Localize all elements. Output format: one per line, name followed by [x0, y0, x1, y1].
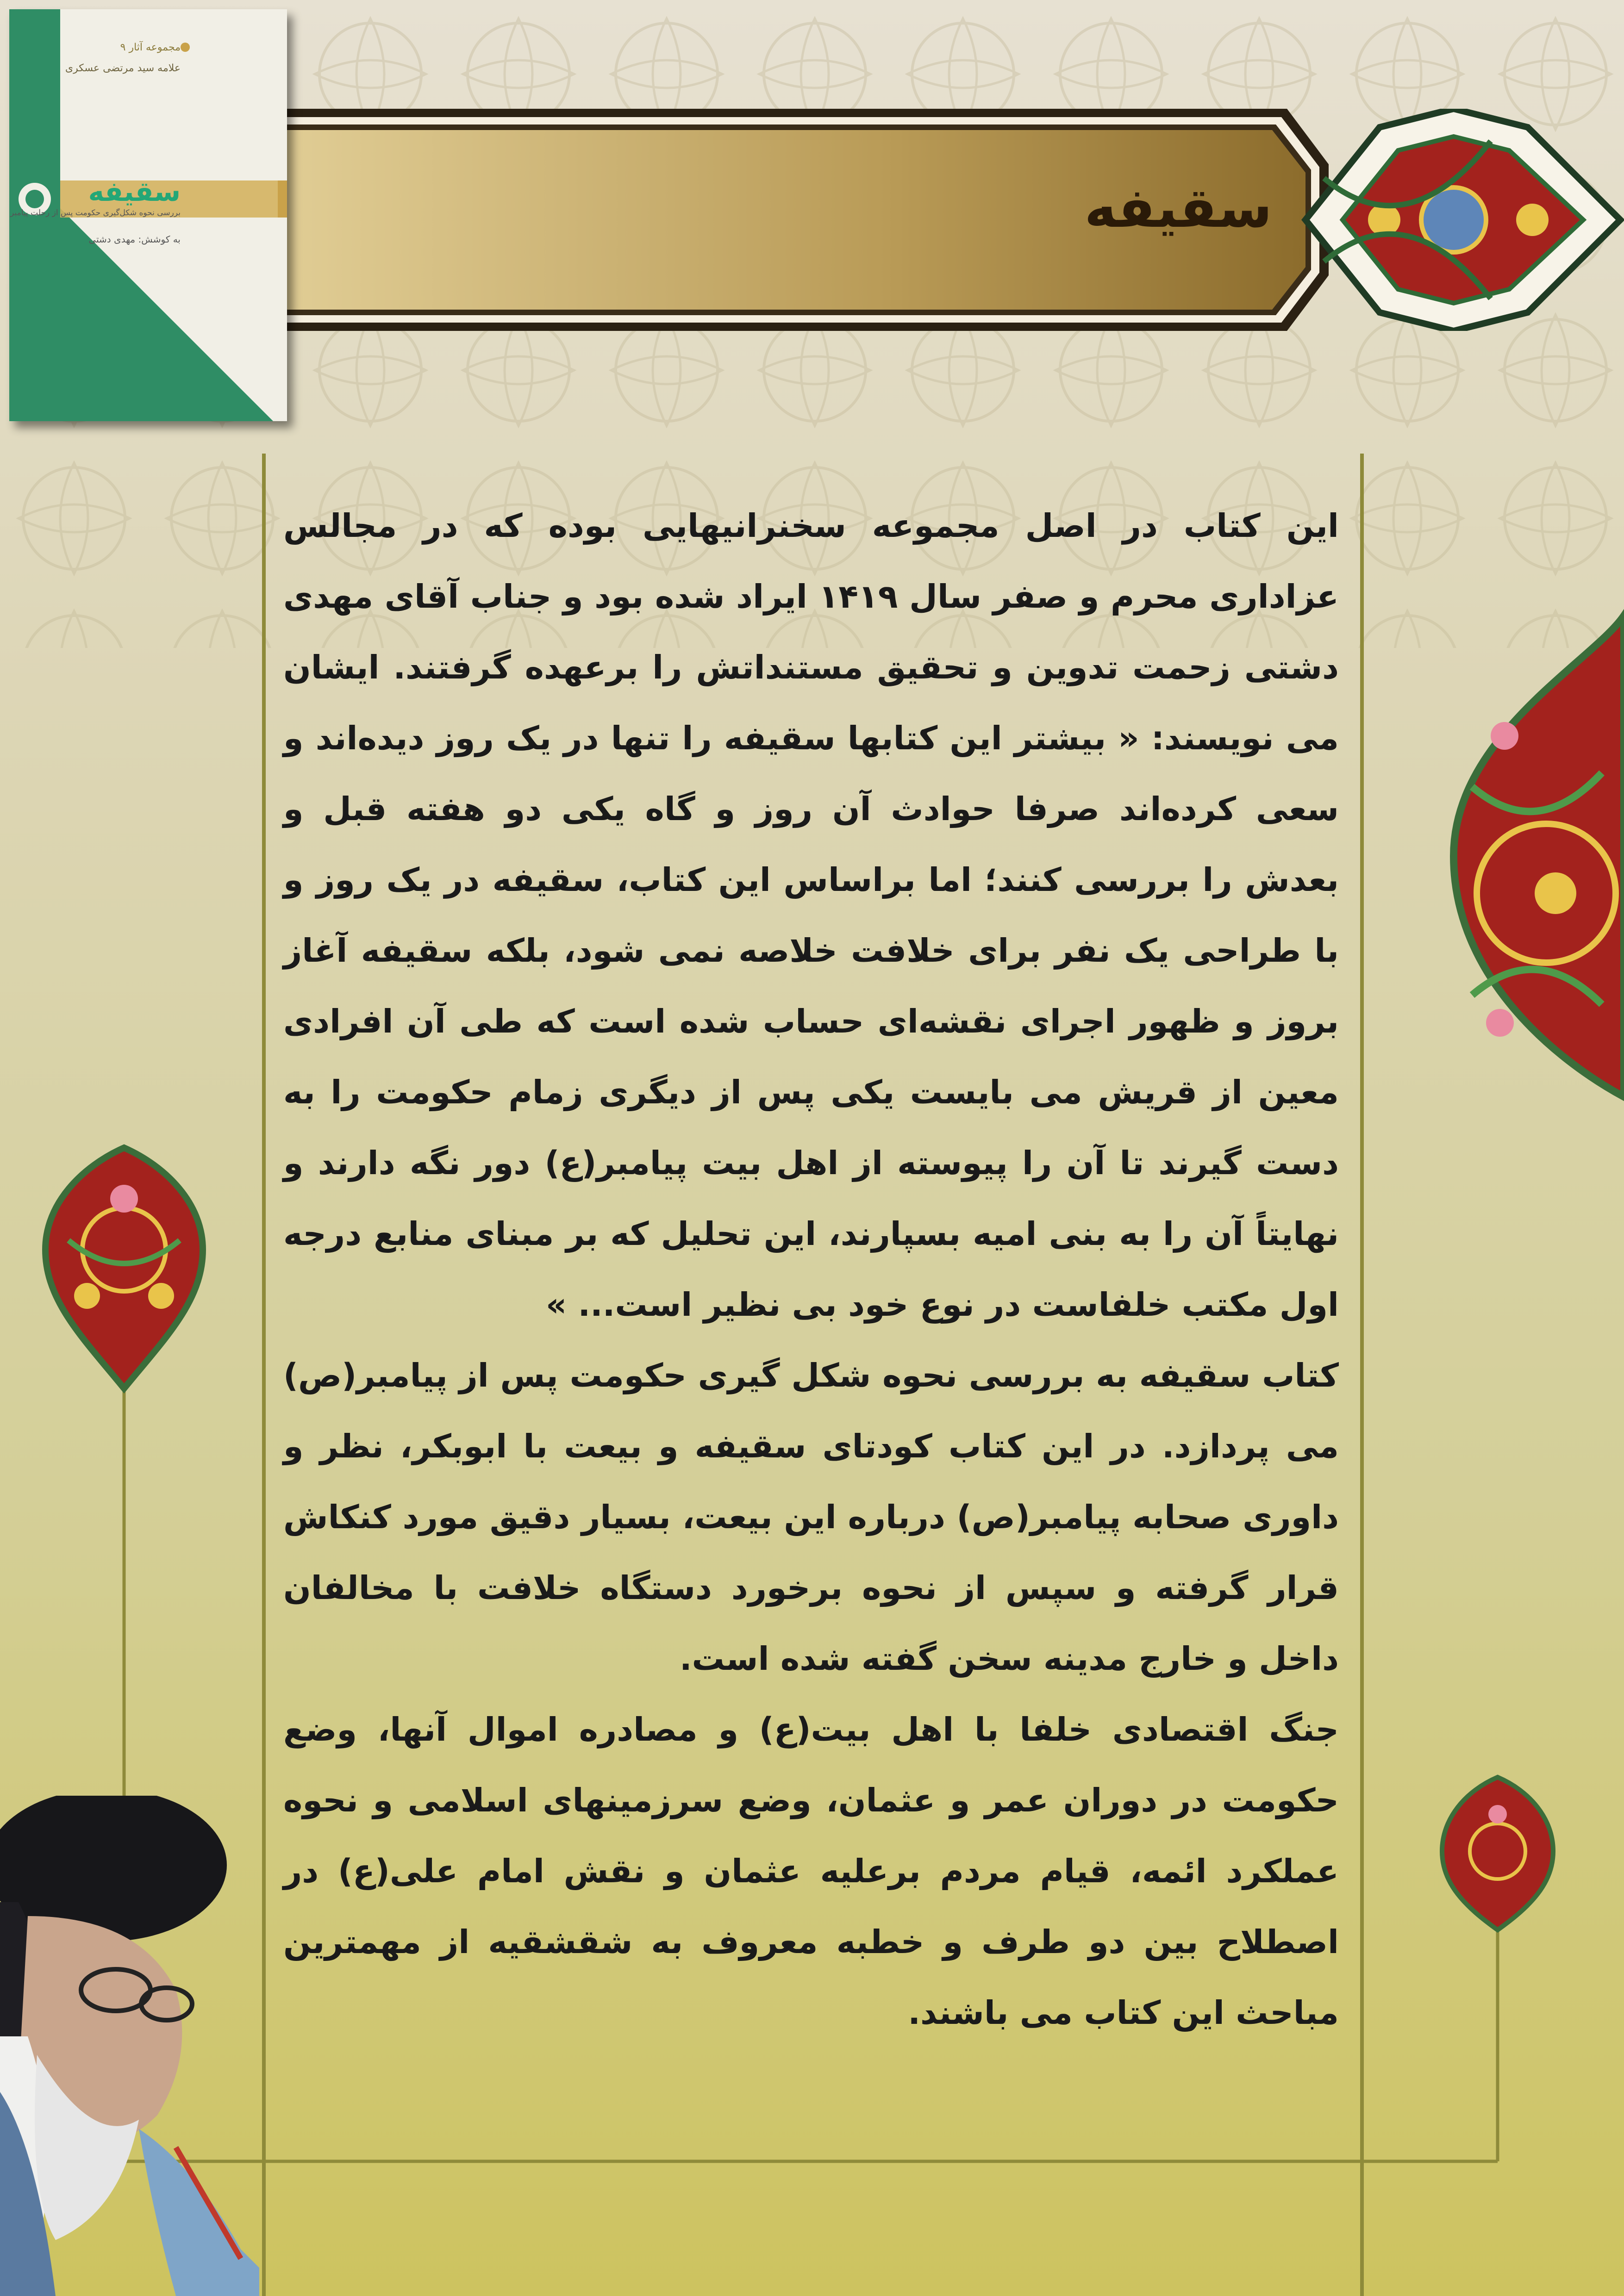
book-title: سقیفه [88, 176, 181, 207]
book-cover [9, 9, 287, 421]
right-small-floral-ornament [1442, 1777, 1553, 1930]
description-paragraph-2: کتاب سقیفه به بررسی نحوه شکل گیری حکومت پس از پیامبر(ص) می پردازد. در این کتاب کودتای سقیفه و بیعت با ابوبکر، نظر و داوری صحابه پیامبر(ص) درباره این بیعت، بسیار دقیق مورد کنکاش قرار گرفته و سپس از نحوه برخورد دستگاه خلافت با مخالفان داخل و خارج مدینه سخن گفته شده است. [283, 1356, 1339, 1678]
author-portrait [0, 1796, 259, 2296]
banner-knot-ornament [1305, 109, 1620, 331]
page-title: سقیفه [1084, 176, 1272, 240]
book-subtitle: بررسی نحوه شکل‌گیری حکومت پس از رحلت پیامبر [10, 208, 181, 218]
description-paragraph-3: جنگ اقتصادی خلفا با اهل بیت(ع) و مصادره اموال آنها، وضع حکومت در دوران عمر و عثمان، وضع سرزمینهای اسلامی و نحوه عملکرد ائمه، قیام مردم برعلیه عثمان و نقش امام علی(ع) در اصطلاح بین دو طرف و خطبه معروف به شقشقیه از مهمترین مباحث این کتاب می باشند. [283, 1711, 1339, 2032]
title-banner [259, 109, 1624, 331]
right-large-floral-ornament [1454, 616, 1624, 1097]
book-series-label: مجموعه آثار ۹ [120, 42, 181, 53]
description-paragraph-1: این کتاب در اصل مجموعه سخنرانیهایی بوده که در مجالس عزاداری محرم و صفر سال ۱۴۱۹ ایراد شده بود و جناب آقای مهدی دشتی زحمت تدوین و تحقیق مستنداتش را برعهده گرفتند. ایشان می نویسند: « بیشتر این کتابها سقیفه را تنها در یک روز دیده‌اند و سعی کرده‌اند صرفا حوادث آن روز و گاه یکی دو هفته قبل و بعدش را بررسی کنند؛ اما براساس این کتاب، سقیفه در یک روز و با طراحی یک نفر برای خلافت خلاصه نمی شود، بلکه سقیفه آغاز بروز و ظهور اجرای نقشه‌ای حساب شده است که طی آن افرادی معین از قریش می بایست یکی پس از دیگری زمام حکومت را به دست گیرند تا آن را پیوسته از اهل بیت پیامبر(ع) دور نگه دارند و نهایتاً آن را به بنی امیه بسپارند، این تحلیل که بر مبنای منابع درجه اول مکتب خلفاست در نوع خود بی نظیر است... » [283, 507, 1339, 1324]
book-editor: به کوشش: مهدی دشتی [88, 234, 181, 245]
book-description [283, 491, 1339, 2048]
book-author: علامه سید مرتضی عسکری [65, 62, 181, 74]
left-floral-ornament [45, 1148, 203, 1388]
